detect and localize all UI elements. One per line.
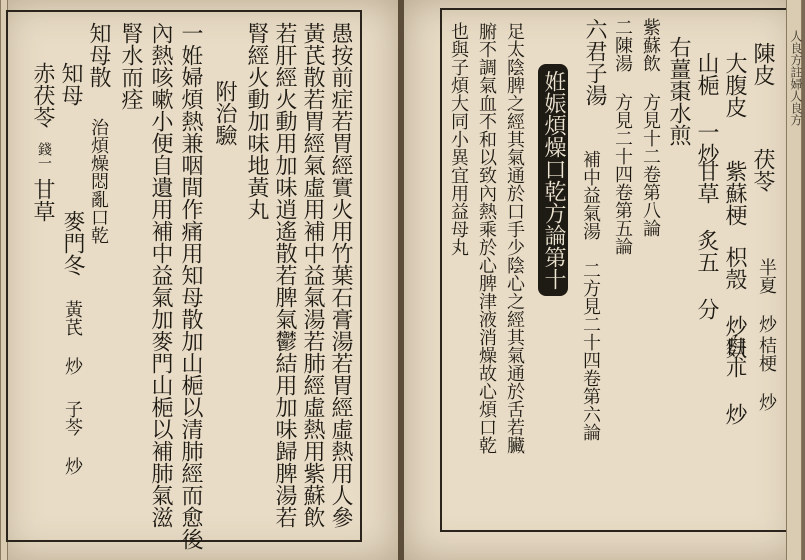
ingredient: 甘草	[30, 178, 55, 222]
left-text-column: 一姙婦煩熱兼咽間作痛用知母散加山梔以清肺經而愈後	[178, 22, 203, 550]
left-page	[0, 0, 398, 560]
ingredient: 赤茯苓	[30, 62, 55, 128]
left-text-column: 腎水而痊	[118, 22, 143, 110]
left-text-column: 腎經火動加味地黃丸	[244, 22, 269, 220]
recipe-title: 知母散	[86, 22, 111, 88]
left-text-column: 若肝經火動用加味逍遙散若脾氣鬱結用加味歸脾湯若	[272, 22, 297, 528]
left-text-column: 黃芪散若胃經氣虛用補中益氣湯若肺經虛熱用紫蘇飲	[300, 22, 325, 528]
ingredient: 桔梗 炒	[756, 336, 777, 411]
ingredient: 大腹皮	[722, 52, 747, 118]
body-column: 腑不調氣血不和以致內熱乘於心脾津液消燥故心煩口乾	[476, 22, 497, 454]
reference-formula: 二陳湯 方見二十四卷第五論	[612, 18, 633, 255]
ingredient: 白朮 炒	[722, 334, 747, 425]
left-text-column: 內熱咳嗽小便自遺用補中益氣加麥門山梔以補肺氣滋	[148, 22, 173, 528]
left-text-column: 愚按前症若胃經實火用竹葉石膏湯若胃經虛熱用人參	[328, 22, 353, 528]
preparation-note: 右薑棗水煎	[666, 36, 691, 146]
reference-formula: 補中益氣湯 二方見二十四卷第六論	[580, 150, 601, 441]
ingredient: 山梔 一炒	[694, 52, 719, 165]
ingredient: 半夏 炒	[756, 258, 777, 333]
ingredient: 子芩 炒	[62, 400, 83, 475]
section-heading: 姙娠煩燥口乾方論第十	[538, 64, 568, 296]
ingredient: 麥門冬	[60, 210, 85, 276]
ingredient: 陳皮	[750, 42, 775, 86]
body-column: 也與子煩大同小異宜用益母丸	[448, 22, 469, 256]
reference-formula: 六君子湯	[582, 18, 607, 106]
ingredient: 枳殼 炒麩	[722, 246, 747, 359]
body-column: 足太陰脾之經其氣通於口手少陰心之經其氣通於舌若臟	[504, 22, 525, 454]
dosage-note: 錢一	[36, 142, 52, 170]
ingredient: 紫蘇梗	[722, 160, 747, 226]
ingredient: 甘草 炙五 分	[694, 160, 719, 320]
left-subheading: 附治驗	[212, 80, 237, 146]
fore-edge-title: 人良方註婦人良方	[789, 30, 803, 126]
ingredient: 黃芪 炒	[62, 300, 83, 375]
recipe-indication: 治煩燥悶亂口乾	[88, 118, 109, 244]
reference-formula: 紫蘇飲 方見十二卷第八論	[640, 18, 661, 237]
ingredient: 茯苓	[750, 148, 775, 192]
ingredient: 知母	[58, 62, 83, 106]
right-page	[404, 0, 803, 560]
